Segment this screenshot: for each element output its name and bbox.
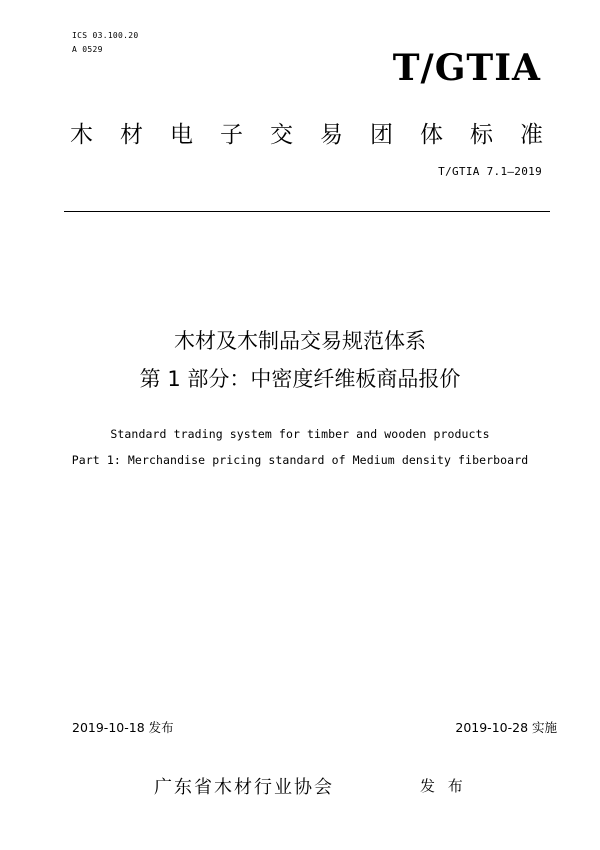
implementation-date: 2019-10-28 实施 xyxy=(455,720,557,735)
standard-number: T/GTIA 7.1—2019 xyxy=(438,165,542,178)
standard-type-heading: 木材电子交易团体标准 xyxy=(70,122,570,148)
title-cn-line-2: 第 1 部分：中密度纤维板商品报价 xyxy=(139,367,461,391)
issuing-organization: 广东省木材行业协会 xyxy=(154,777,334,798)
ics-code: ICS 03.100.20 xyxy=(72,31,139,40)
standard-logo: T/GTIA xyxy=(392,47,541,89)
title-en-line-2: Part 1: Merchandise pricing standard of Medium density fiberboard xyxy=(71,453,529,467)
ccs-code: A 0529 xyxy=(72,45,103,54)
header-divider xyxy=(64,211,550,212)
title-cn-line-1: 木材及木制品交易规范体系 xyxy=(174,329,426,353)
issue-suffix: 发 布 xyxy=(420,777,467,795)
issue-date: 2019-10-18 发布 xyxy=(72,720,174,735)
title-en-line-1: Standard trading system for timber and wooden products xyxy=(110,427,490,441)
